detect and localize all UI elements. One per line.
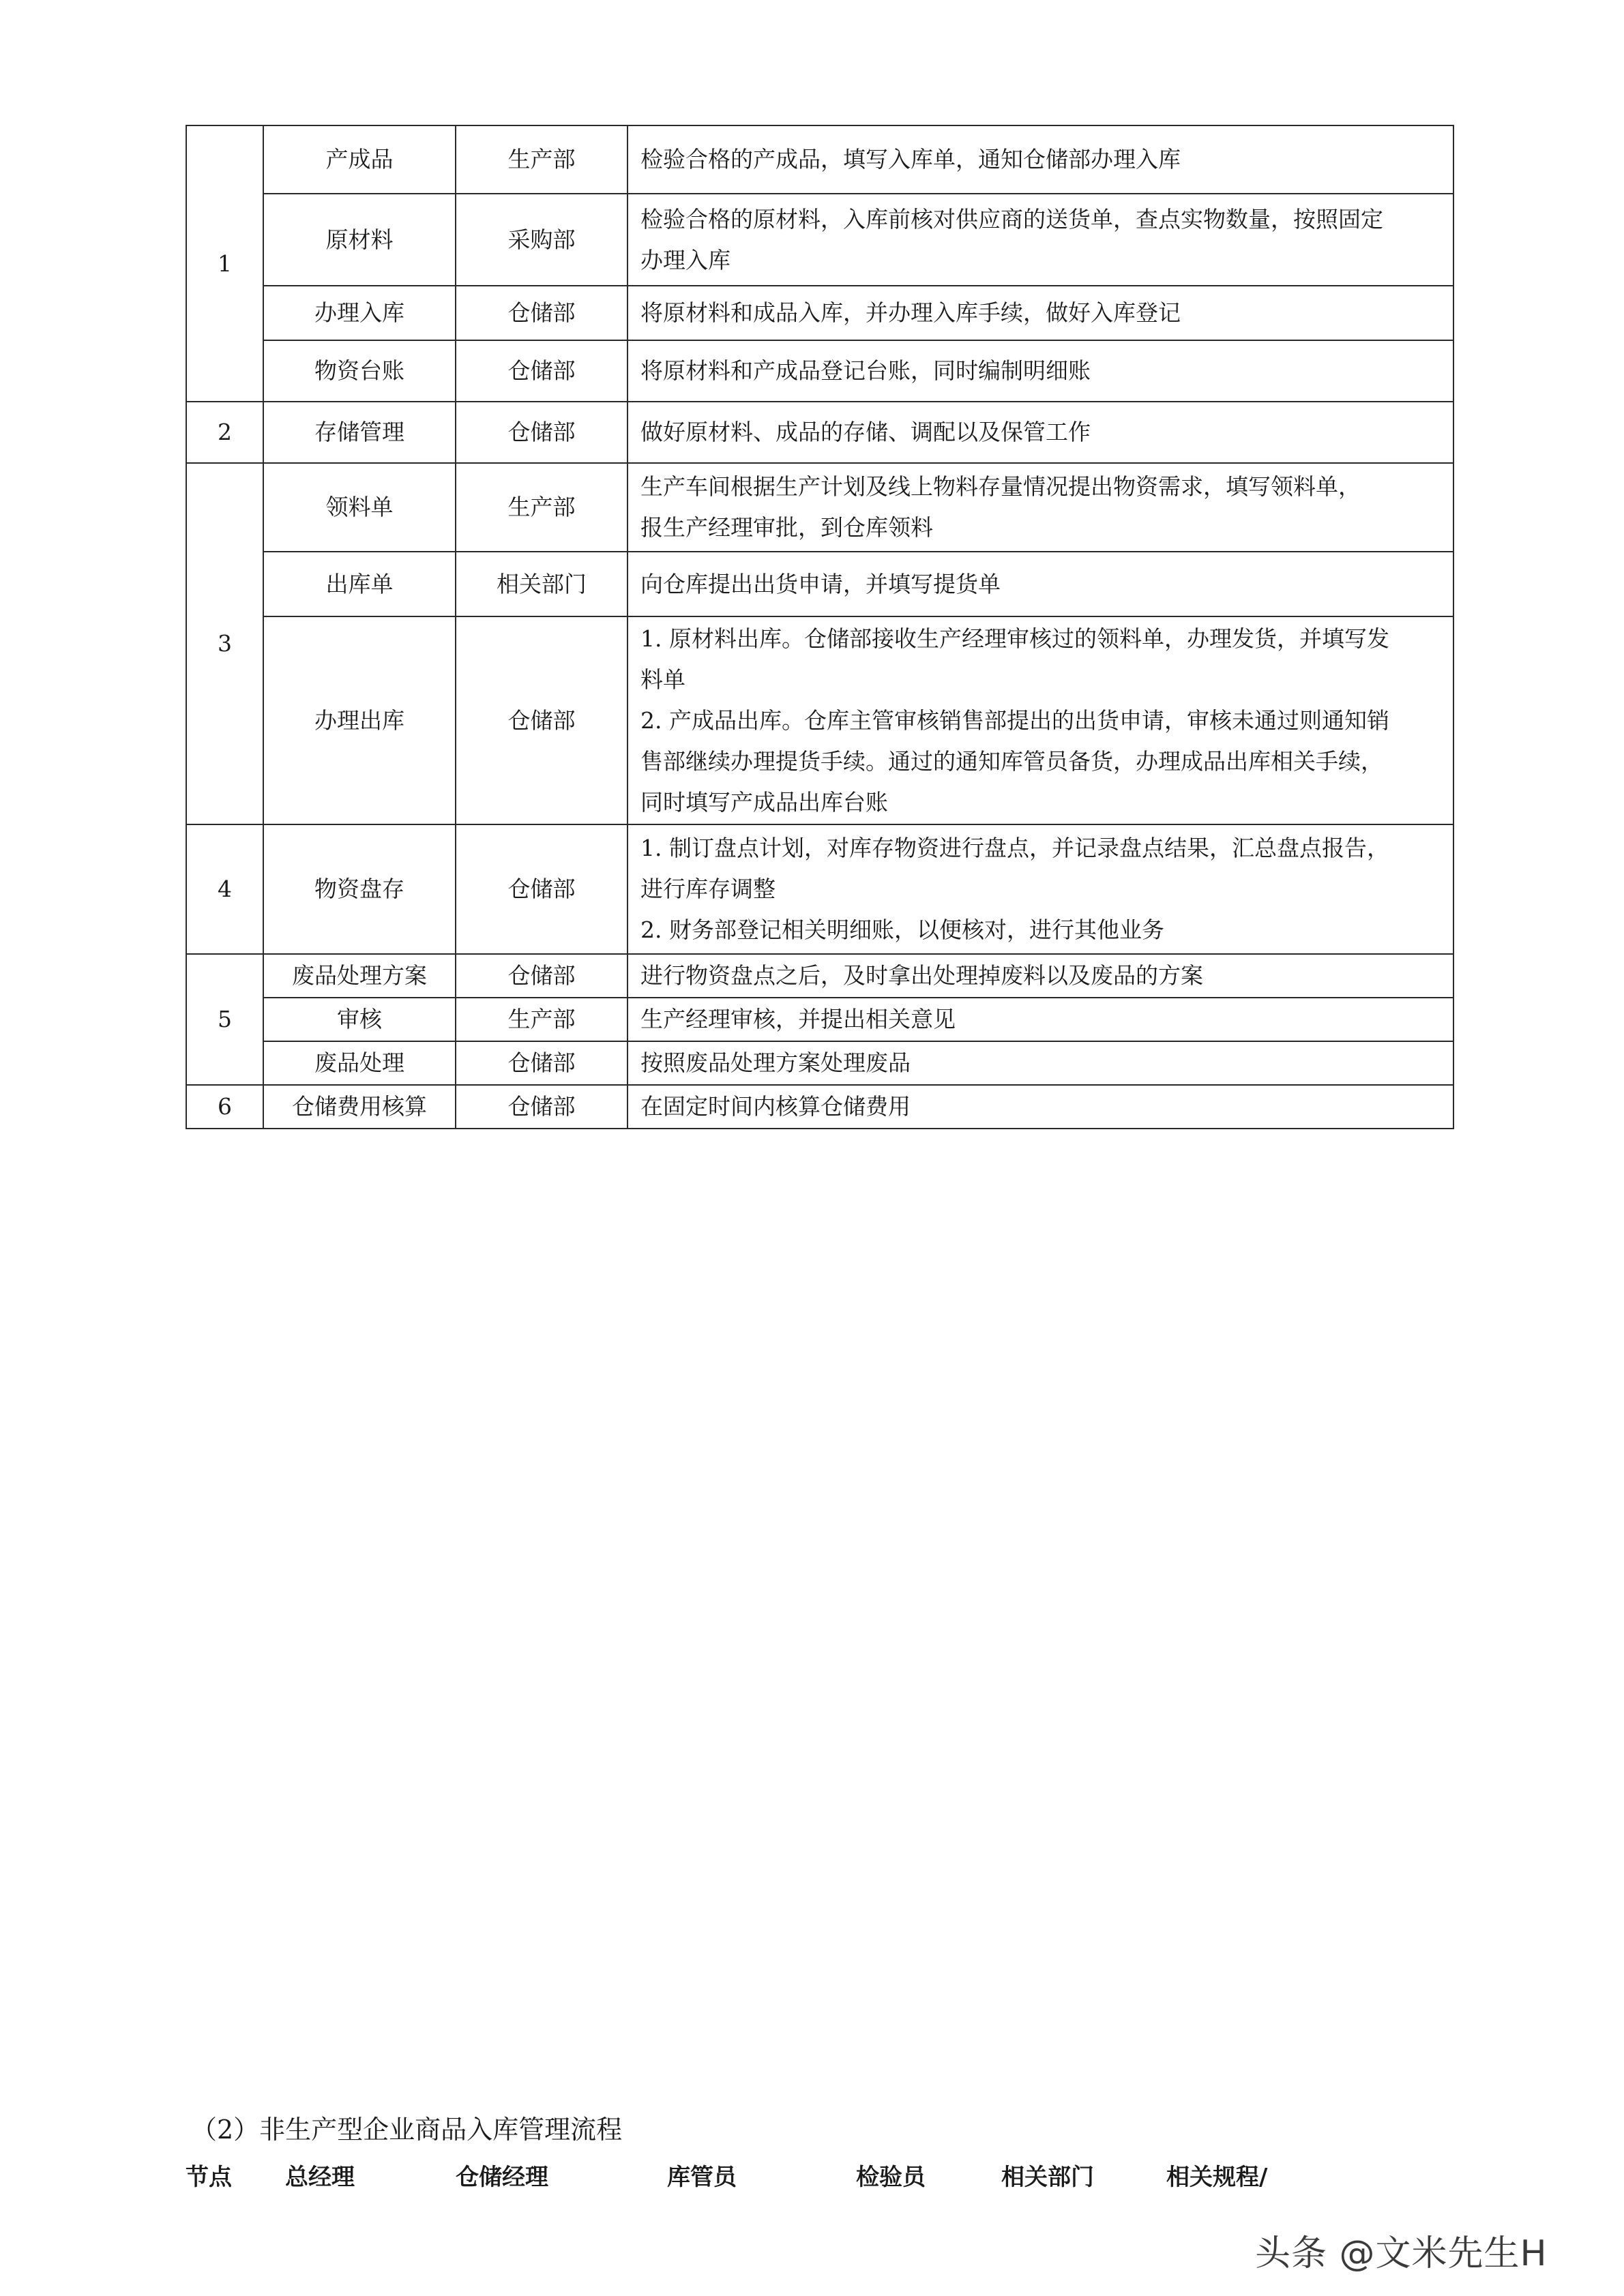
table-row: [186, 1085, 1453, 1129]
description-cell: [628, 616, 1453, 824]
step-cell: 存储管理: [263, 402, 456, 463]
watermark: 头条 @文米先生H: [1255, 2233, 1548, 2274]
description-line: 办理入库: [640, 246, 730, 273]
description-cell: [628, 125, 1453, 194]
description-line: 做好原材料、成品的存储、调配以及保管工作: [640, 419, 1091, 445]
description-cell: [628, 194, 1453, 286]
description-cell: [628, 402, 1453, 463]
department-cell: 仓储部: [456, 616, 628, 824]
section-title: （2）非生产型企业商品入库管理流程: [191, 2115, 623, 2145]
group-number: 2: [186, 402, 263, 463]
step-cell: 出库单: [263, 552, 456, 616]
header-storekeeper: 库管员: [667, 2164, 737, 2191]
table-row: [186, 402, 1453, 463]
department-cell: 仓储部: [456, 1041, 628, 1085]
step-cell: 原材料: [263, 194, 456, 286]
table-row: [186, 824, 1453, 954]
table-row: [186, 125, 1453, 194]
description-cell: [628, 824, 1453, 954]
description-line: 生产车间根据生产计划及线上物料存量情况提出物资需求，填写领料单，: [640, 473, 1361, 500]
description-line: 1. 制订盘点计划，对库存物资进行盘点，并记录盘点结果，汇总盘点报告，: [640, 835, 1389, 861]
step-cell: 物资盘存: [263, 824, 456, 954]
header-warehouse-manager: 仓储经理: [456, 2164, 548, 2191]
step-cell: 办理入库: [263, 286, 456, 340]
table-row: [186, 954, 1453, 998]
description-line: 2. 产成品出库。仓库主管审核销售部提出的出货申请，审核未通过则通知销: [640, 706, 1389, 734]
department-cell: 仓储部: [456, 286, 628, 340]
description-line: 进行库存调整: [640, 876, 776, 902]
step-cell: 产成品: [263, 125, 456, 194]
description-line: 按照废品处理方案处理废品: [640, 1049, 911, 1076]
description-cell: [628, 286, 1453, 340]
description-line: 报生产经理审批，到仓库领料: [640, 514, 933, 541]
table-row: [186, 998, 1453, 1041]
table-row: [186, 194, 1453, 286]
step-cell: 办理出库: [263, 616, 456, 824]
description-cell: [628, 998, 1453, 1041]
header-general-manager: 总经理: [285, 2164, 355, 2191]
description-line: 料单: [640, 666, 685, 693]
description-line: 进行物资盘点之后，及时拿出处理掉废料以及废品的方案: [640, 962, 1203, 989]
header-inspector: 检验员: [856, 2164, 926, 2191]
description-line: 将原材料和成品入库，并办理入库手续，做好入库登记: [640, 299, 1181, 326]
department-cell: 仓储部: [456, 402, 628, 463]
process-table: [186, 125, 1454, 1129]
step-cell: 物资台账: [263, 340, 456, 402]
step-cell: 审核: [263, 998, 456, 1041]
description-line: 同时填写产成品出库台账: [640, 788, 888, 816]
description-line: 售部继续办理提货手续。通过的通知库管员备货，办理成品出库相关手续，: [640, 747, 1383, 775]
department-cell: 生产部: [456, 125, 628, 194]
department-cell: 仓储部: [456, 954, 628, 998]
description-line: 将原材料和产成品登记台账，同时编制明细账: [640, 357, 1091, 384]
group-number: 3: [186, 463, 263, 824]
description-line: 检验合格的产成品，填写入库单，通知仓储部办理入库: [640, 146, 1181, 173]
description-cell: [628, 954, 1453, 998]
description-line: 检验合格的原材料，入库前核对供应商的送货单，查点实物数量，按照固定: [640, 205, 1383, 233]
department-cell: 仓储部: [456, 340, 628, 402]
step-cell: 废品处理方案: [263, 954, 456, 998]
department-cell: 生产部: [456, 998, 628, 1041]
description-cell: [628, 1085, 1453, 1129]
description-cell: [628, 340, 1453, 402]
flow-header-row: [0, 2160, 1624, 2194]
description-line: 在固定时间内核算仓储费用: [640, 1093, 911, 1120]
department-cell: 仓储部: [456, 824, 628, 954]
description-cell: [628, 1041, 1453, 1085]
step-cell: 仓储费用核算: [263, 1085, 456, 1129]
group-number: 1: [186, 125, 263, 402]
group-number: 6: [186, 1085, 263, 1129]
department-cell: 仓储部: [456, 1085, 628, 1129]
table-row: [186, 463, 1453, 552]
table-row: [186, 1041, 1453, 1085]
step-cell: 领料单: [263, 463, 456, 552]
header-related-departments: 相关部门: [1001, 2164, 1094, 2191]
description-cell: [628, 552, 1453, 616]
header-node: 节点: [186, 2164, 232, 2191]
group-number: 4: [186, 824, 263, 954]
header-related-procedures: 相关规程/: [1166, 2164, 1268, 2191]
table-row: [186, 286, 1453, 340]
description-line: 1. 原材料出库。仓储部接收生产经理审核过的领料单，办理发货，并填写发: [640, 625, 1389, 652]
department-cell: 生产部: [456, 463, 628, 552]
description-line: 生产经理审核，并提出相关意见: [640, 1006, 956, 1032]
table-row: [186, 552, 1453, 616]
table-row: [186, 616, 1453, 824]
description-line: 2. 财务部登记相关明细账，以便核对，进行其他业务: [640, 916, 1164, 943]
department-cell: 采购部: [456, 194, 628, 286]
table-row: [186, 340, 1453, 402]
description-cell: [628, 463, 1453, 552]
description-line: 向仓库提出出货申请，并填写提货单: [640, 570, 1001, 597]
department-cell: 相关部门: [456, 552, 628, 616]
step-cell: 废品处理: [263, 1041, 456, 1085]
group-number: 5: [186, 954, 263, 1085]
